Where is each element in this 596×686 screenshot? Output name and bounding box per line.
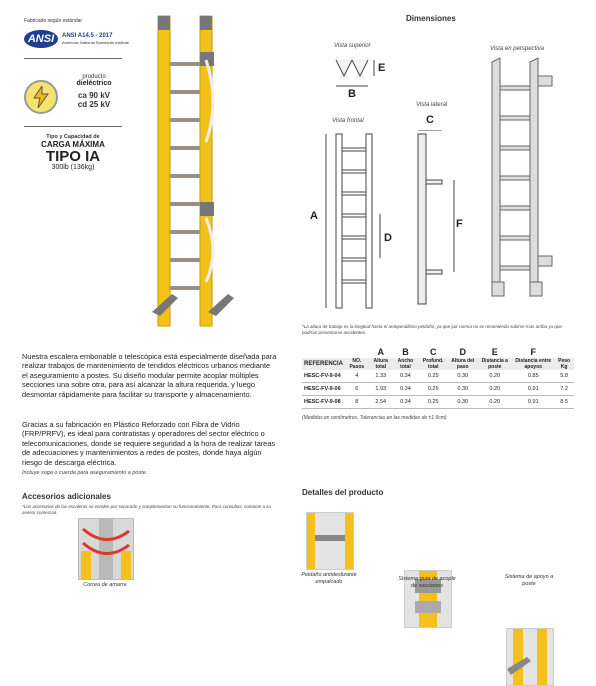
cell-a: 1.33 [375,373,387,379]
header-dist-poste: Distancia a poste [481,358,508,370]
cell-peso: 8.5 [560,399,568,405]
cell-ref: HESC-FV-9-06 [304,386,341,392]
spec-table-wrap [302,346,574,421]
spec-table [302,346,574,409]
cell-pasos: 4 [355,373,359,379]
top-view-diagram [330,54,390,98]
peso-label: 300lb (136kg) [51,164,95,171]
header-dist-apoyos: Distancia entre apoyos [515,358,552,370]
cell-e: 0.20 [489,399,501,405]
fabricado-label: Fabricado según estándar [24,18,83,24]
ansi-badge [24,30,129,48]
vista-perspectiva-label: Vista en perspectiva [490,46,544,52]
dim-letter-f: F [456,218,463,230]
letter-f: F [530,347,537,357]
description-p2: Gracias a su fabricación en Plástico Reforzado con Fibra de Vidrio (FRP/PRFV), es ideal para contratistas y operadores del sector eléctrico o telecomunicaciones, donde se requiere seguridad a la hora de realizar tareas de adecuaciones y mantenimientos a redes de postes, donde haya algún riesgo de descarga eléctrica. [22,420,276,467]
cell-ref: HESC-FV-9-08 [304,399,341,405]
table-row [302,383,574,396]
header-profund: Profund. total [422,358,444,370]
cell-f: 0.85 [527,373,539,379]
header-ancho-total: Ancho total [397,358,414,370]
details-heading: Detalles del producto [302,488,384,497]
cell-b: 0.34 [400,373,411,379]
height-note: *La altura de trabajo es la longitud hasta el antepenúltimo peldaño, ya que por norma no se recomienda subirse más arriba ya que podrían presentarse accidentes. [302,324,562,335]
detail-caption-guide: Sistema guía de acople de secciones [398,576,456,589]
cell-b: 0.34 [400,399,411,405]
cell-peso: 5.8 [560,373,568,379]
dim-letter-a: A [310,210,318,222]
cd-rating: cd 25 kV [77,100,111,109]
table-row [302,396,574,409]
cell-c: 0.25 [427,373,439,379]
cell-c: 0.25 [427,399,439,405]
producto-label: producto [82,74,106,80]
ca-rating: ca 90 kV [77,91,111,100]
ansi-standard: ANSI A14.5 - 2017 [62,33,113,39]
tipo-block [24,134,122,171]
letter-row [302,346,574,358]
cell-pasos: 8 [355,399,359,405]
strap-caption: Correa de amarre [83,582,127,588]
lightning-icon [24,80,58,114]
dimensions-heading: Dimensiones [406,14,456,23]
cell-ref: HESC-FV-9-04 [304,373,341,379]
header-pasos: NO. Pasos [349,358,365,370]
ladder-photo [148,12,238,332]
divider [24,126,122,127]
ansi-institute: American National Standards Institute [62,40,130,45]
cell-c: 0.25 [427,386,439,392]
cell-e: 0.20 [489,373,501,379]
vista-frontal-label: Vista frontal [332,118,364,124]
vista-superior-label: Vista superior [334,43,371,49]
cell-pasos: 6 [355,386,359,392]
accessories-note: *Los accesorios de las escaleras se venden por separado y complementan su funcionamiento. Para consultas, contacte a su asesor comercial. [22,504,271,515]
letter-c: C [429,347,437,357]
detail-caption-support: Sistema de apoyo a poste [504,574,554,587]
perspective-diagram [486,56,568,306]
cell-e: 0.20 [489,386,501,392]
header-ref: REFERENCIA [304,361,344,367]
letter-a: A [377,347,384,357]
cell-f: 0.91 [527,399,539,405]
header-altura-total: Altura total [373,358,388,370]
cell-peso: 7.2 [560,386,568,392]
header-peso: Peso Kg [558,358,571,370]
table-footnote: (Medidas en centímetros. Tolerancias en las medidas de ±1.5cm) [302,415,447,421]
description-p1: Nuestra escalera embonable o telescópica está especialmente diseñada para realizar trabajos de mantenimiento de tendidos eléctricos urbanos mediante el aseguramiento a postes. Su diseño modular permite acoplar múltiples secciones una sobre otra, para así alcanzar la altura requerida, y luego desmontar rápidamente para facilitar su transporte y almacenamiento. [22,352,277,399]
cell-d: 0.30 [457,373,469,379]
cell-b: 0.34 [400,386,411,392]
header-altura-paso: Altura del paso [451,358,475,370]
cell-d: 0.30 [457,399,469,405]
ansi-logo: ANSI [24,30,58,48]
dielectrico-label: dieléctrico [76,80,112,87]
tipo-cap-label: Tipo y Capacidad de [46,134,100,140]
dim-letter-d: D [384,232,392,244]
cell-f: 0.91 [527,386,539,392]
description-p3: Incluye soga o cuerda para aseguramiento a poste. [22,470,148,476]
letter-b: B [402,347,409,357]
letter-e: E [491,347,498,357]
header-row [302,358,574,370]
detail-caption-rung: Peldaño antideslizante empalcado [301,572,357,585]
front-view-diagram [322,130,392,314]
detail-photo-rung [306,512,354,570]
dim-letter-e: E [378,62,386,74]
dielectric-block [64,74,124,109]
tipo-label: TIPO IA [45,148,101,165]
strap-photo [78,518,134,580]
cell-d: 0.30 [457,386,469,392]
carga-label: CARGA MÁXIMA [41,140,105,149]
dim-letter-c: C [426,114,434,126]
detail-photo-support [506,628,554,686]
table-row [302,370,574,383]
accessories-heading: Accesorios adicionales [22,492,111,501]
vista-lateral-label: Vista lateral [416,102,448,108]
cell-a: 1.93 [375,386,387,392]
divider [24,58,122,59]
letter-d: D [459,347,466,357]
dim-letter-b: B [348,88,356,100]
cell-a: 2.54 [375,399,387,405]
